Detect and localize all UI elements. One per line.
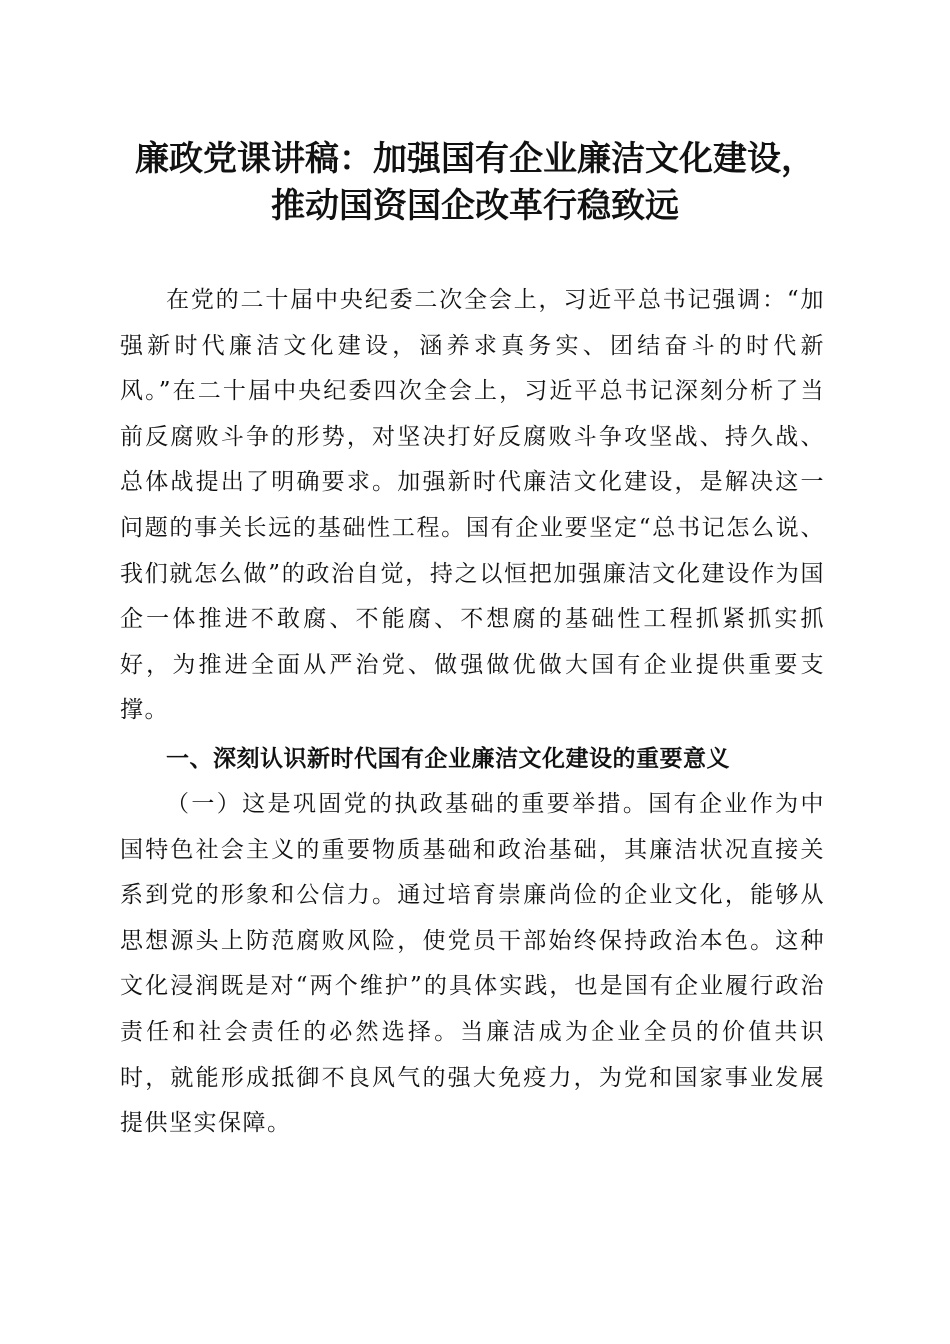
document-title-line-1: 廉政党课讲稿：加强国有企业廉洁文化建设， — [135, 139, 815, 179]
subsection-paragraph: （一）这是巩固党的执政基础的重要举措。国有企业作为中国特色社会主义的重要物质基础和政治基础，其廉洁状况直接关系到党的形象和公信力。通过培育崇廉尚俭的企业文化，能够从思想源头上防范腐败风险，使党员干部始终保持政治本色。这种文化浸润既是对“两个维护”的具体实践，也是国有企业履行政治责任和社会责任的必然选择。当廉洁成为企业全员的价值共识时，就能形成抵御不良风气的强大免疫力，为党和国家事业发展提供坚实保障。 — [120, 791, 825, 1137]
intro-paragraph: 在党的二十届中央纪委二次全会上，习近平总书记强调：“加强新时代廉洁文化建设，涵养求真务实、团结奋斗的时代新风。”在二十届中央纪委四次全会上，习近平总书记深刻分析了当前反腐败斗争的形势，对坚决打好反腐败斗争攻坚战、持久战、总体战提出了明确要求。加强新时代廉洁文化建设，是解决这一问题的事关长远的基础性工程。国有企业要坚定“总书记怎么说、我们就怎么做”的政治自觉，持之以恒把加强廉洁文化建设作为国企一体推进不敢腐、不能腐、不想腐的基础性工程抓紧抓实抓好，为推进全面从严治党、做强做优做大国有企业提供重要支撑。 — [120, 287, 825, 724]
section-heading: 一、深刻认识新时代国有企业廉洁文化建设的重要意义 — [166, 746, 730, 772]
document-title-line-2: 推动国资国企改革行稳致远 — [271, 186, 679, 226]
